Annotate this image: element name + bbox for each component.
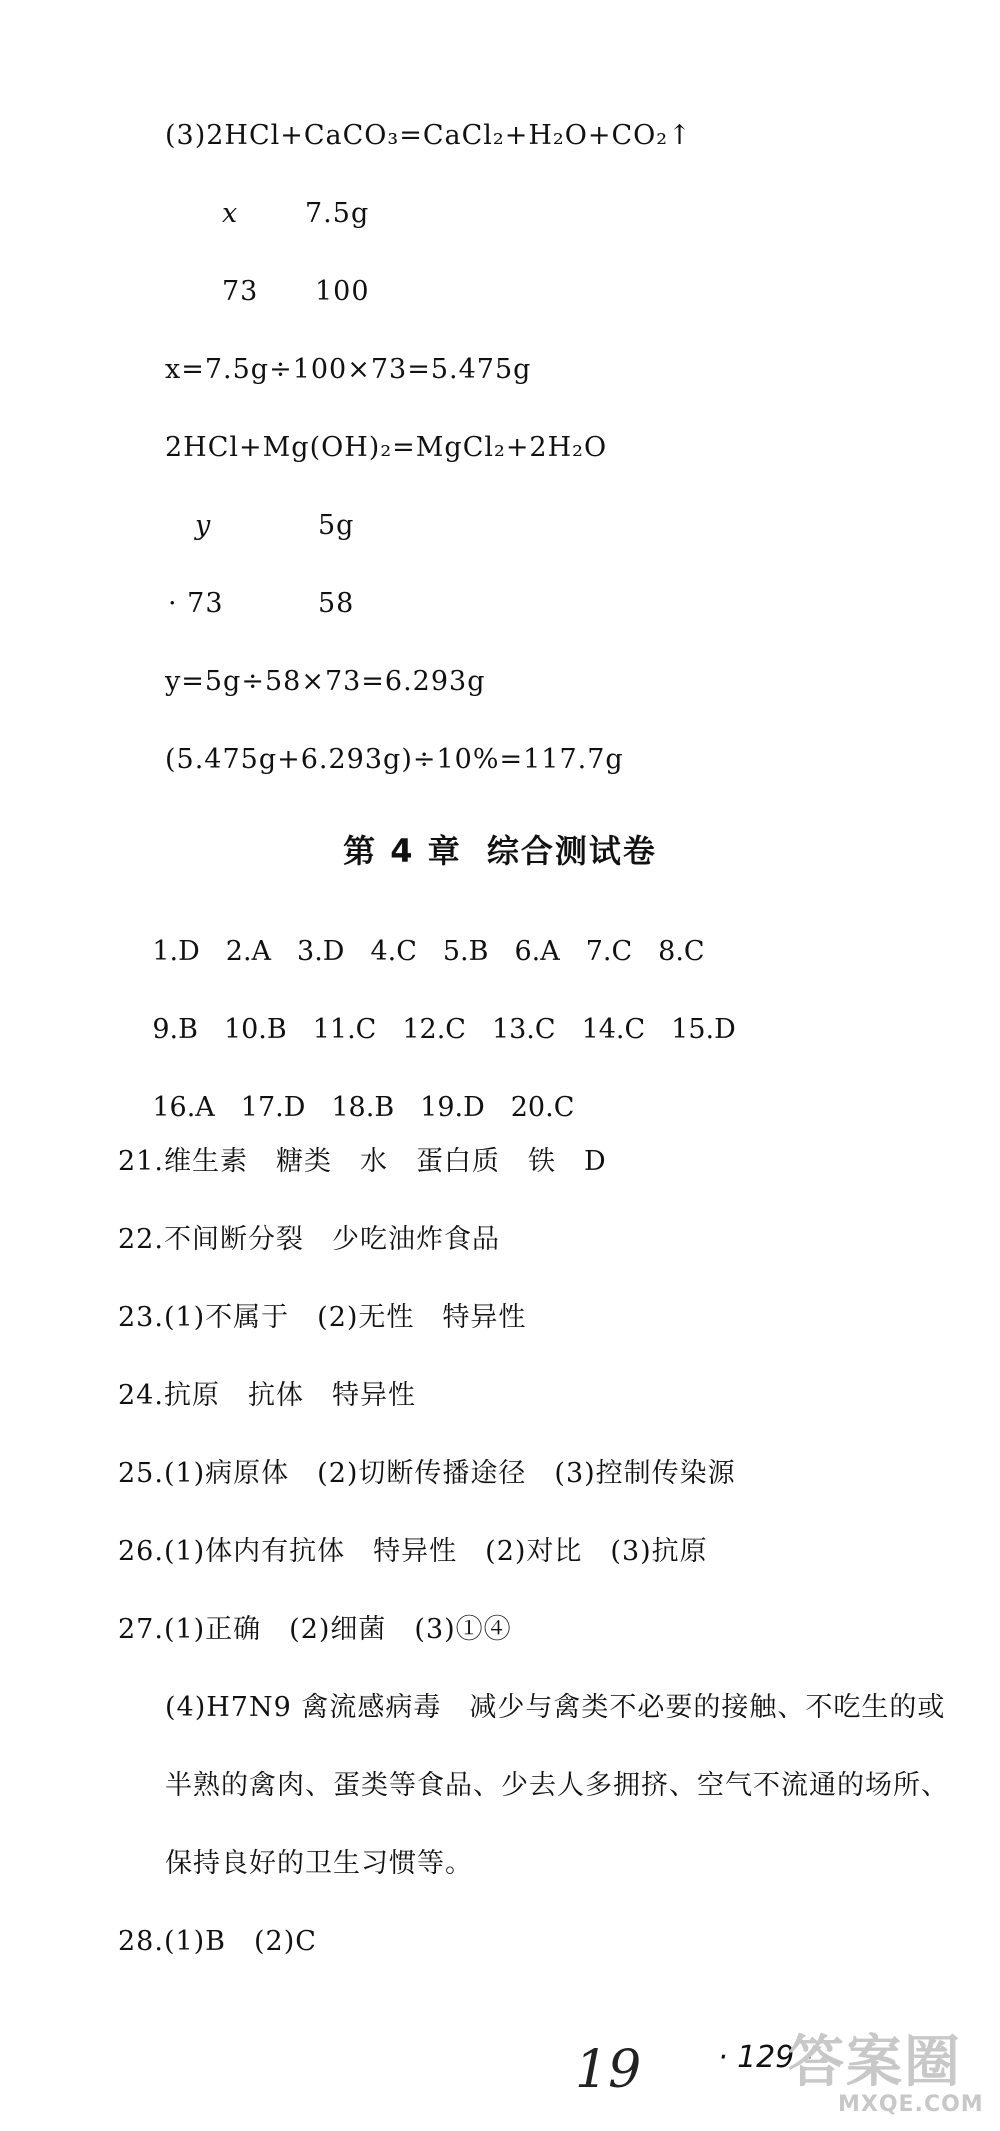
- answer-25: 25.(1)病原体 (2)切断传播途径 (3)控制传染源: [118, 1458, 736, 1489]
- total-result: (5.475g+6.293g)÷10%=117.7g: [165, 744, 624, 775]
- ratio-row-73: 73: [222, 276, 259, 307]
- answer-10: 10.B: [223, 1014, 287, 1045]
- ratio-row-73b: · 73: [168, 588, 224, 619]
- answer-16: 16.A: [152, 1092, 215, 1123]
- answer-23: 23.(1)不属于 (2)无性 特异性: [118, 1302, 527, 1333]
- chapter-title: 综合测试卷: [486, 832, 657, 870]
- ratio-row-y-value: 5g: [318, 510, 355, 541]
- watermark-logo-text: 答案圈: [788, 2030, 962, 2095]
- equation-mgoh2: 2HCl+Mg(OH)₂=MgCl₂+2H₂O: [165, 432, 608, 463]
- answer-12: 12.C: [402, 1014, 466, 1045]
- y-result: y=5g÷58×73=6.293g: [165, 666, 486, 697]
- ratio-row-y: y: [195, 510, 212, 541]
- answer-8: 8.C: [658, 936, 705, 967]
- answer-27-part4-line3: 保持良好的卫生习惯等。: [165, 1848, 473, 1879]
- answer-9: 9.B: [152, 1014, 198, 1045]
- answer-1: 1.D: [152, 936, 200, 967]
- answer-7: 7.C: [585, 936, 633, 967]
- ratio-row-x-value: 7.5g: [305, 198, 370, 229]
- answer-2: 2.A: [225, 936, 272, 967]
- answer-13: 13.C: [491, 1014, 556, 1045]
- x-result: x=7.5g÷100×73=5.475g: [165, 354, 532, 385]
- answer-11: 11.C: [312, 1014, 377, 1045]
- answer-4: 4.C: [370, 936, 417, 967]
- answer-27-part4-line1: (4)H7N9 禽流感病毒 减少与禽类不必要的接触、不吃生的或: [165, 1692, 946, 1723]
- answer-19: 19.D: [420, 1092, 485, 1123]
- handwritten-mark: 19: [575, 2040, 642, 2100]
- chapter-number: 第 4 章: [343, 832, 462, 870]
- answer-22: 22.不间断分裂 少吃油炸食品: [118, 1224, 500, 1255]
- answer-27-part4-line2: 半熟的禽肉、蛋类等食品、少去人多拥挤、空气不流通的场所、: [165, 1770, 949, 1801]
- equation-caco3: (3)2HCl+CaCO₃=CaCl₂+H₂O+CO₂↑: [165, 120, 692, 151]
- answer-15: 15.D: [671, 1014, 736, 1045]
- answer-3: 3.D: [297, 936, 345, 967]
- answer-5: 5.B: [442, 936, 489, 967]
- answer-21: 21.维生素 糖类 水 蛋白质 铁 D: [118, 1146, 607, 1177]
- answer-18: 18.B: [331, 1092, 395, 1123]
- answer-26: 26.(1)体内有抗体 特异性 (2)对比 (3)抗原: [118, 1536, 708, 1567]
- answer-24: 24.抗原 抗体 特异性: [118, 1380, 416, 1411]
- answer-14: 14.C: [581, 1014, 646, 1045]
- site-watermark: [780, 2010, 995, 2120]
- answer-27: 27.(1)正确 (2)细菌 (3)①④: [118, 1614, 512, 1645]
- answer-17: 17.D: [240, 1092, 306, 1123]
- answer-20: 20.C: [510, 1092, 575, 1123]
- answer-6: 6.A: [514, 936, 560, 967]
- answer-28: 28.(1)B (2)C: [118, 1926, 317, 1957]
- page-number: · 129 ·: [718, 2040, 814, 2075]
- ratio-row-58: 58: [318, 588, 355, 619]
- watermark-url: MXQE.COM: [838, 2092, 984, 2117]
- ratio-row-x: x: [222, 198, 239, 229]
- ratio-row-100: 100: [315, 276, 370, 307]
- chapter-heading: [0, 826, 1000, 872]
